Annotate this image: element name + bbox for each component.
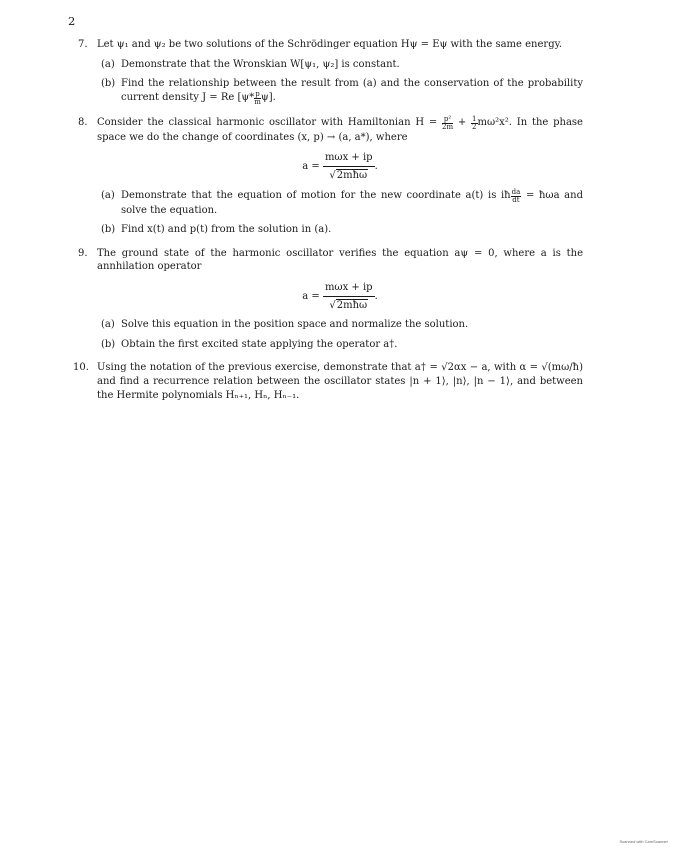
problem-number: 7. <box>78 39 88 50</box>
problem-text-start: Consider the classical harmonic oscillator with Hamiltonian H = <box>97 116 442 128</box>
fraction-denominator: dt <box>512 195 520 204</box>
part-text-start: Find the relationship between the result from (a) and the conservation of the probability current density J = Re [ψ* <box>121 78 583 103</box>
part-text: Obtain the first excited state applying the operator a†. <box>121 338 398 350</box>
page-number: 2 <box>68 14 76 28</box>
problem-8-part-b <box>97 223 583 237</box>
problem-number: 9. <box>78 247 88 259</box>
fraction-denominator <box>323 297 375 313</box>
problem-7-part-b <box>97 77 583 106</box>
equation-period: . <box>374 161 378 173</box>
problem-8-part-a <box>97 189 583 218</box>
part-text-end: = ħωa and solve the equation. <box>121 189 583 216</box>
sqrt-radicand: 2mħω <box>336 169 368 181</box>
part-text: Find x(t) and p(t) from the solution in (a). <box>121 224 332 236</box>
problem-7 <box>78 38 583 106</box>
scanner-watermark: Scanned with CamScanner <box>619 839 668 844</box>
problem-text: The ground state of the harmonic oscillator verifies the equation aψ = 0, where a is the annhilation operator <box>97 247 583 273</box>
sqrt-sign: √ <box>329 299 336 311</box>
problem-10 <box>73 361 583 402</box>
problem-text: Let ψ₁ and ψ₂ be two solutions of the Schrödinger equation Hψ = Eψ with the same energy. <box>97 39 563 50</box>
part-label: (a) <box>101 189 115 201</box>
part-text <box>121 189 583 218</box>
problem-8 <box>78 116 583 237</box>
part-label: (b) <box>101 224 116 236</box>
fraction-numerator: 1 <box>472 114 477 123</box>
part-label: (a) <box>101 58 115 70</box>
problem-number: 8. <box>78 116 88 128</box>
inline-fraction <box>442 116 453 131</box>
inline-fraction <box>511 189 522 204</box>
equation-lhs: a = <box>302 291 320 303</box>
inline-fraction <box>254 91 261 106</box>
display-equation <box>97 281 583 312</box>
part-label: (b) <box>101 338 116 350</box>
sqrt-sign: √ <box>329 169 336 181</box>
problem-9 <box>78 247 583 352</box>
problem-9-part-a <box>97 318 583 332</box>
equation-lhs: a = <box>302 161 320 173</box>
fraction-numerator: p² <box>443 114 452 123</box>
sqrt-radicand: 2mħω <box>336 299 368 311</box>
part-text: Demonstrate that the Wronskian W[ψ₁, ψ₂] is constant. <box>121 58 400 70</box>
problem-7-part-a <box>97 58 583 72</box>
part-text: Solve this equation in the position space and normalize the solution. <box>121 319 469 331</box>
fraction-numerator: mωx + ip <box>323 151 375 167</box>
part-text <box>121 77 583 106</box>
problem-text: Using the notation of the previous exercise, demonstrate that a† = √2αx − a, with α = √(mω/ħ) and find a recurrence relation between the oscillator states |n + 1⟩, |n⟩, |n − 1⟩, and between the Hermite polynomials Hₙ₊₁, Hₙ, Hₙ₋₁. <box>97 362 583 401</box>
fraction-denominator: 2 <box>472 122 477 131</box>
equation-period: . <box>374 290 378 302</box>
problem-number: 10. <box>73 362 89 374</box>
problem-text <box>97 116 583 145</box>
part-text-end: ψ]. <box>260 91 276 103</box>
fraction-numerator: p <box>255 89 260 98</box>
problem-text-end: mω²x². In the phase space we do the change of coordinates (x, p) → (a, a*), where <box>97 116 583 143</box>
display-fraction <box>323 151 375 182</box>
part-label: (b) <box>101 78 116 90</box>
fraction-numerator: mωx + ip <box>323 281 375 297</box>
fraction-denominator: m <box>254 97 261 106</box>
problem-text-plus: + <box>453 116 472 128</box>
part-label: (a) <box>101 319 115 331</box>
problem-9-part-b <box>97 338 583 352</box>
fraction-denominator: 2m <box>442 122 454 131</box>
fraction-denominator <box>323 167 375 183</box>
problem-list <box>73 38 583 412</box>
display-equation <box>97 151 583 182</box>
fraction-numerator: da <box>511 187 521 196</box>
display-fraction <box>323 281 375 312</box>
part-text-start: Demonstrate that the equation of motion for the new coordinate a(t) is iħ <box>121 189 511 201</box>
